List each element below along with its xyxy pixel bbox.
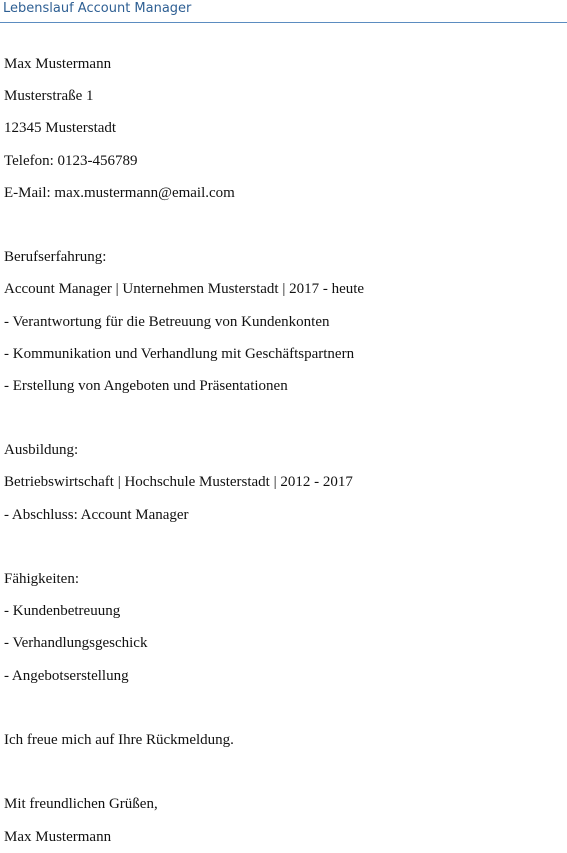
skills-item: - Verhandlungsgeschick <box>4 635 148 652</box>
spacer <box>4 531 564 563</box>
document-body <box>4 48 564 853</box>
contact-street: Musterstraße 1 <box>4 88 94 105</box>
experience-item: - Kommunikation und Verhandlung mit Geschäftspartnern <box>4 345 355 362</box>
experience-position: Account Manager | Unternehmen Musterstadt | 2017 - heute <box>4 281 365 298</box>
contact-city: 12345 Musterstadt <box>4 120 117 137</box>
education-heading: Ausbildung: <box>4 442 79 459</box>
contact-email: E-Mail: max.mustermann@email.com <box>4 184 235 201</box>
spacer <box>4 692 564 724</box>
spacer <box>4 402 564 434</box>
education-entry: Betriebswirtschaft | Hochschule Musterstadt | 2012 - 2017 <box>4 474 353 491</box>
closing-greeting: Mit freundlichen Grüßen, <box>4 796 158 813</box>
education-item: - Abschluss: Account Manager <box>4 506 189 523</box>
experience-item: - Verantwortung für die Betreuung von Kundenkonten <box>4 313 330 330</box>
contact-phone: Telefon: 0123-456789 <box>4 152 138 169</box>
closing-signature: Max Mustermann <box>4 828 112 845</box>
skills-item: - Kundenbetreuung <box>4 603 121 620</box>
experience-heading: Berufserfahrung: <box>4 249 107 266</box>
closing-statement: Ich freue mich auf Ihre Rückmeldung. <box>4 731 234 748</box>
skills-heading: Fähigkeiten: <box>4 571 79 587</box>
document-header <box>0 0 567 23</box>
contact-name: Max Mustermann <box>4 56 112 72</box>
experience-item: - Erstellung von Angeboten und Präsentationen <box>4 377 288 394</box>
spacer <box>4 209 564 241</box>
document-title: Lebenslauf Account Manager <box>3 1 192 16</box>
spacer <box>4 756 564 788</box>
skills-item: - Angebotserstellung <box>4 667 129 684</box>
